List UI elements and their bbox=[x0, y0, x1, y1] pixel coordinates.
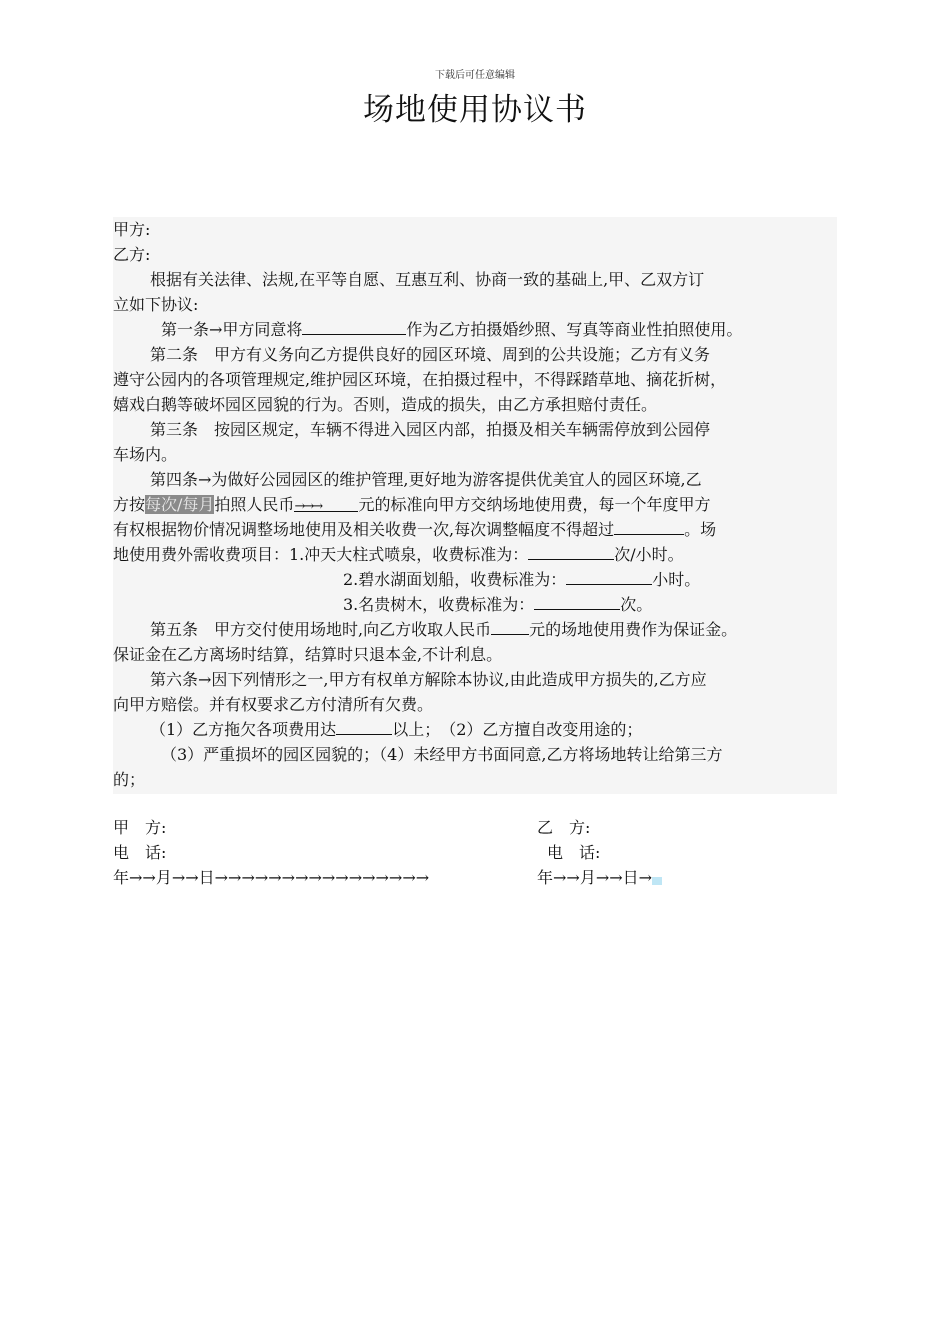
article-1-tail: 作为乙方拍摄婚纱照、写真等商业性拍照使用。 bbox=[406, 320, 743, 339]
article-6-items-1-2 bbox=[113, 717, 837, 742]
header-note: 下载后可任意编辑 bbox=[435, 70, 515, 81]
boating-fee-blank bbox=[566, 567, 652, 585]
party-a-line: 甲方: bbox=[113, 220, 151, 239]
article-6-item-1: （1）乙方拖欠各项费用达 bbox=[150, 720, 337, 739]
agreement-body bbox=[113, 217, 837, 794]
fountain-fee-label: 地使用费外需收费项目：1.冲天大柱式喷泉，收费标准为： bbox=[113, 545, 529, 564]
party-b-line: 乙方: bbox=[113, 245, 151, 264]
venue-blank bbox=[302, 317, 406, 335]
trees-fee-label: 3.名贵树木，收费标准为： bbox=[343, 595, 535, 614]
article-4-line-4 bbox=[113, 542, 837, 567]
adjustment-blank bbox=[614, 517, 684, 535]
signature-phone-a: 电 话: bbox=[113, 843, 167, 862]
article-5-line-2: 保证金在乙方离场时结算，结算时只退本金,不计利息。 bbox=[113, 645, 503, 664]
article-2-line-2: 遵守公园内的各项管理规定,维护园区环境，在拍摄过程中，不得踩踏草地、摘花折树， bbox=[113, 370, 727, 389]
article-4-text-c: 元的标准向甲方交纳场地使用费，每一个年度甲方 bbox=[358, 495, 711, 514]
boating-fee-label: 2.碧水湖面划船，收费标准为： bbox=[343, 570, 567, 589]
boating-fee-unit: 小时。 bbox=[652, 570, 701, 589]
fountain-fee-blank bbox=[528, 542, 614, 560]
article-1-head: 第一条→甲方同意将 bbox=[161, 320, 303, 339]
billing-period-highlight[interactable]: 每次/每月 bbox=[145, 495, 215, 514]
article-4-text-d: 有权根据物价情况调整场地使用及相关收费一次,每次调整幅度不得超过 bbox=[113, 520, 615, 539]
preamble-line-2: 立如下协议: bbox=[113, 295, 199, 314]
article-4-item-2 bbox=[113, 567, 837, 592]
article-2-line-1: 第二条 甲方有义务向乙方提供良好的园区环境、周到的公共设施；乙方有义务 bbox=[150, 345, 711, 364]
article-4-line-3 bbox=[113, 517, 837, 542]
trees-fee-blank bbox=[534, 592, 620, 610]
trees-fee-unit: 次。 bbox=[620, 595, 653, 614]
article-3-line-1: 第三条 按园区规定，车辆不得进入园区内部，拍摄及相关车辆需停放到公园停 bbox=[150, 420, 711, 439]
article-6-line-2: 向甲方赔偿。并有权要求乙方付清所有欠费。 bbox=[113, 695, 434, 714]
article-5-line-1 bbox=[113, 617, 837, 642]
signature-date-b-wrap bbox=[537, 865, 662, 890]
article-6-line-1: 第六条→因下列情形之一,甲方有权单方解除本协议,由此造成甲方损失的,乙方应 bbox=[150, 670, 707, 689]
article-5-text-b: 元的场地使用费作为保证金。 bbox=[529, 620, 738, 639]
article-3-line-2: 车场内。 bbox=[113, 445, 178, 464]
article-6-items-3-4: （3）严重损坏的园区园貌的；（4）未经甲方书面同意,乙方将场地转让给第三方 bbox=[161, 745, 723, 764]
article-6-end: 的； bbox=[113, 770, 146, 789]
article-4-text-b: 拍照人民币 bbox=[214, 495, 295, 514]
document-title: 场地使用协议书 bbox=[363, 92, 587, 128]
article-4-line-2 bbox=[113, 492, 837, 517]
article-4-text-a: 方按 bbox=[113, 495, 146, 514]
signature-party-b: 乙 方: bbox=[537, 818, 591, 837]
deposit-blank bbox=[491, 617, 529, 635]
article-1 bbox=[113, 317, 837, 342]
article-6-item-2: 以上； （2）乙方擅自改变用途的； bbox=[392, 720, 643, 739]
article-2-line-3: 嬉戏白鹅等破坏园区园貌的行为。否则，造成的损失，由乙方承担赔付责任。 bbox=[113, 395, 658, 414]
signature-date-b: 年→→月→→日→ bbox=[537, 868, 653, 887]
preamble-line-1: 根据有关法律、法规,在平等自愿、互惠互利、协商一致的基础上,甲、乙双方订 bbox=[150, 270, 705, 289]
fee-blank: →→→ bbox=[294, 494, 358, 512]
text-cursor-marker bbox=[652, 877, 662, 885]
article-5-text-a: 第五条 甲方交付使用场地时,向乙方收取人民币 bbox=[150, 620, 492, 639]
fountain-fee-unit: 次/小时。 bbox=[614, 545, 684, 564]
signature-phone-b: 电 话: bbox=[547, 843, 601, 862]
signature-party-a: 甲 方: bbox=[113, 818, 167, 837]
arrears-blank bbox=[336, 717, 392, 735]
article-4-line-1: 第四条→为做好公园园区的维护管理,更好地为游客提供优美宜人的园区环境,乙 bbox=[150, 470, 702, 489]
article-4-item-3 bbox=[113, 592, 837, 617]
article-4-text-e: 。场 bbox=[684, 520, 717, 539]
signature-date-a: 年→→月→→日→→→→→→→→→→→→→→→→ bbox=[113, 868, 430, 887]
